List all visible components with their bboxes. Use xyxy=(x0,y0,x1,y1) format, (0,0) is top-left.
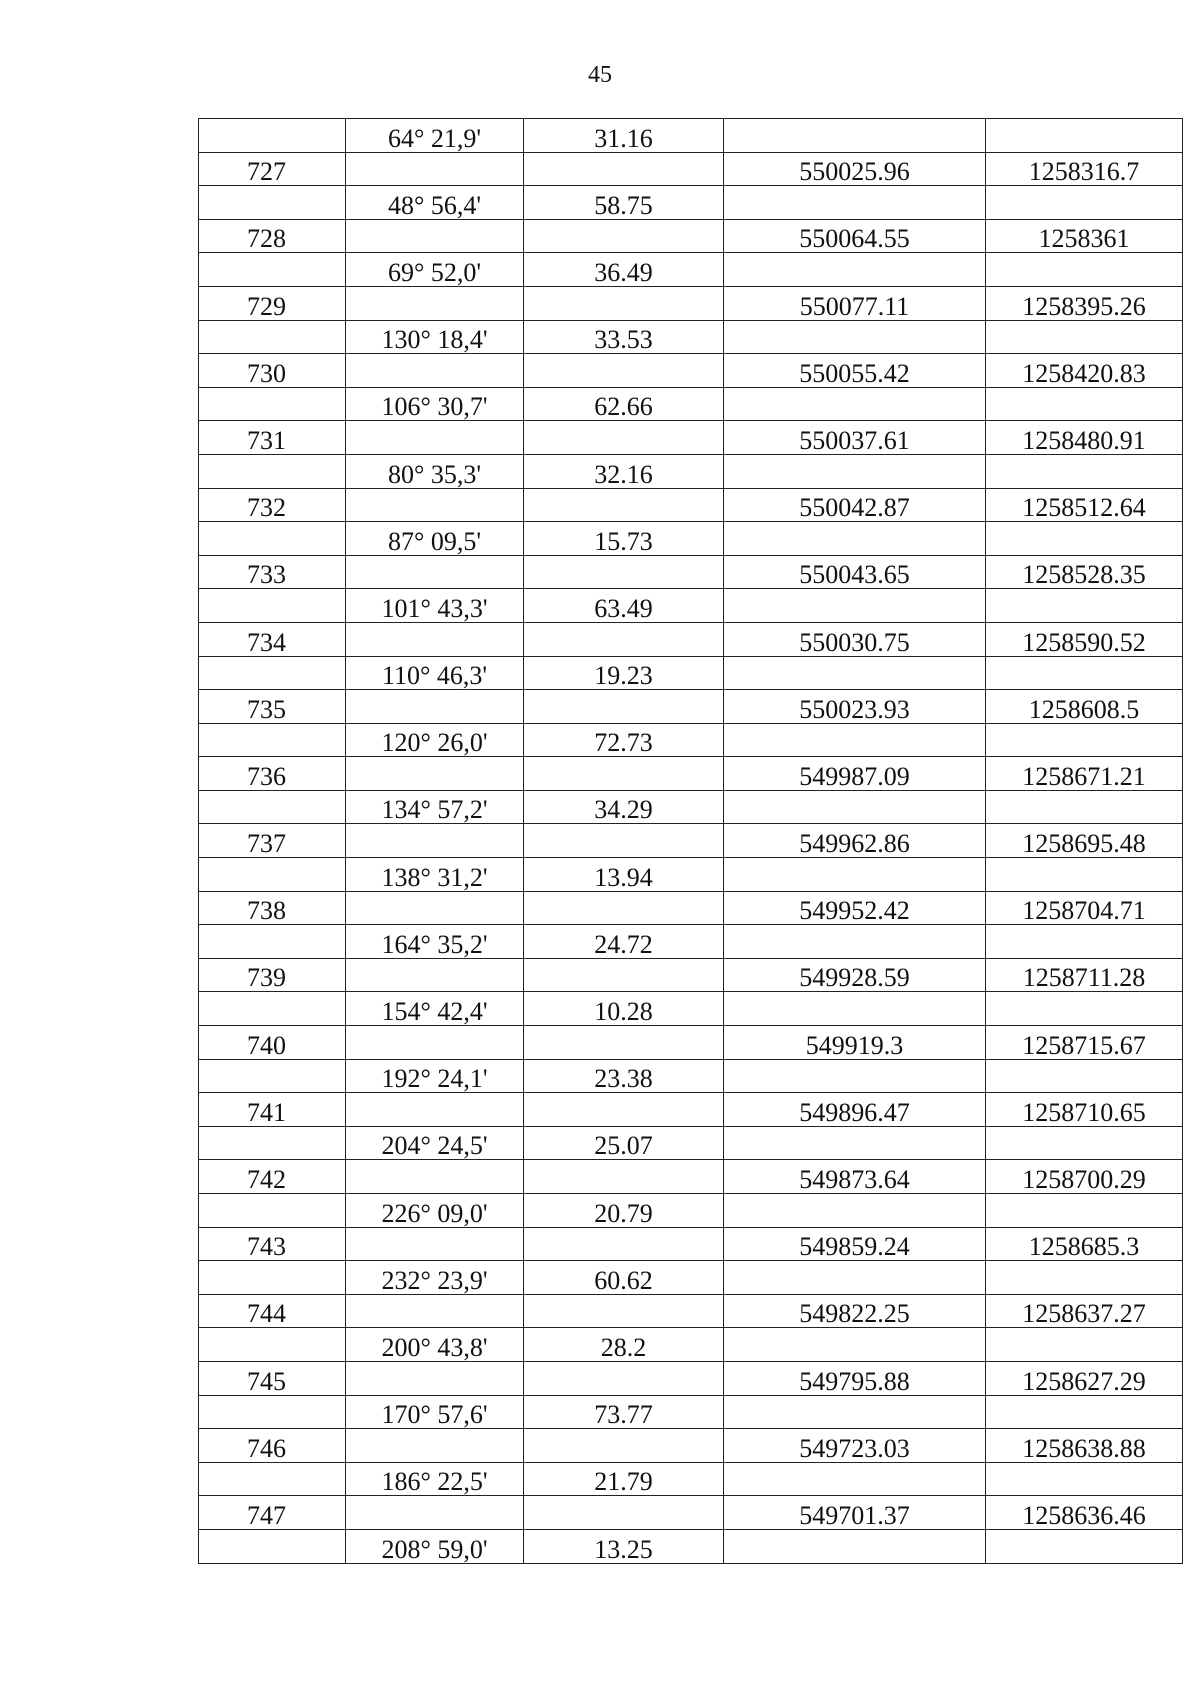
table-row xyxy=(199,723,1183,757)
point-number-cell: 728 xyxy=(199,219,346,253)
distance-cell xyxy=(524,1026,724,1060)
point-number-cell xyxy=(199,253,346,287)
point-number-cell: 730 xyxy=(199,354,346,388)
table-row xyxy=(199,488,1183,522)
x-coordinate-cell: 550023.93 xyxy=(724,690,986,724)
x-coordinate-cell xyxy=(724,387,986,421)
x-coordinate-cell: 549919.3 xyxy=(724,1026,986,1060)
table-row xyxy=(199,757,1183,791)
distance-cell xyxy=(524,690,724,724)
y-coordinate-cell: 1258695.48 xyxy=(986,824,1183,858)
table-row xyxy=(199,1328,1183,1362)
coordinates-table-body xyxy=(199,119,1183,1564)
distance-cell xyxy=(524,219,724,253)
direction-angle-cell xyxy=(346,488,524,522)
direction-angle-cell xyxy=(346,219,524,253)
point-number-cell xyxy=(199,1261,346,1295)
table-row xyxy=(199,1194,1183,1228)
page-number: 45 xyxy=(588,62,612,88)
direction-angle-cell: 106° 30,7' xyxy=(346,387,524,421)
distance-cell xyxy=(524,622,724,656)
x-coordinate-cell xyxy=(724,522,986,556)
x-coordinate-cell xyxy=(724,589,986,623)
distance-cell xyxy=(524,1361,724,1395)
x-coordinate-cell xyxy=(724,1059,986,1093)
table-row xyxy=(199,891,1183,925)
table-row xyxy=(199,1429,1183,1463)
point-number-cell: 729 xyxy=(199,286,346,320)
table-row xyxy=(199,1126,1183,1160)
table-row xyxy=(199,186,1183,220)
x-coordinate-cell: 549962.86 xyxy=(724,824,986,858)
point-number-cell xyxy=(199,522,346,556)
table-row xyxy=(199,1496,1183,1530)
point-number-cell xyxy=(199,925,346,959)
point-number-cell: 731 xyxy=(199,421,346,455)
x-coordinate-cell: 549701.37 xyxy=(724,1496,986,1530)
x-coordinate-cell xyxy=(724,790,986,824)
table-row xyxy=(199,219,1183,253)
direction-angle-cell xyxy=(346,1227,524,1261)
table-row xyxy=(199,1395,1183,1429)
table-row xyxy=(199,522,1183,556)
distance-cell: 62.66 xyxy=(524,387,724,421)
y-coordinate-cell: 1258636.46 xyxy=(986,1496,1183,1530)
point-number-cell: 737 xyxy=(199,824,346,858)
direction-angle-cell: 232° 23,9' xyxy=(346,1261,524,1295)
y-coordinate-cell xyxy=(986,1328,1183,1362)
distance-cell: 34.29 xyxy=(524,790,724,824)
x-coordinate-cell xyxy=(724,858,986,892)
x-coordinate-cell xyxy=(724,723,986,757)
y-coordinate-cell xyxy=(986,656,1183,690)
x-coordinate-cell: 549723.03 xyxy=(724,1429,986,1463)
table-row xyxy=(199,354,1183,388)
y-coordinate-cell xyxy=(986,723,1183,757)
direction-angle-cell xyxy=(346,1026,524,1060)
x-coordinate-cell xyxy=(724,1395,986,1429)
direction-angle-cell: 164° 35,2' xyxy=(346,925,524,959)
point-number-cell: 727 xyxy=(199,152,346,186)
table-row xyxy=(199,589,1183,623)
distance-cell xyxy=(524,152,724,186)
x-coordinate-cell xyxy=(724,1126,986,1160)
distance-cell xyxy=(524,555,724,589)
x-coordinate-cell xyxy=(724,1328,986,1362)
direction-angle-cell xyxy=(346,555,524,589)
distance-cell: 24.72 xyxy=(524,925,724,959)
direction-angle-cell: 80° 35,3' xyxy=(346,454,524,488)
x-coordinate-cell: 549859.24 xyxy=(724,1227,986,1261)
distance-cell xyxy=(524,824,724,858)
point-number-cell: 746 xyxy=(199,1429,346,1463)
y-coordinate-cell xyxy=(986,589,1183,623)
y-coordinate-cell: 1258637.27 xyxy=(986,1294,1183,1328)
distance-cell xyxy=(524,1227,724,1261)
distance-cell: 36.49 xyxy=(524,253,724,287)
table-row xyxy=(199,992,1183,1026)
point-number-cell xyxy=(199,992,346,1026)
x-coordinate-cell xyxy=(724,656,986,690)
direction-angle-cell: 138° 31,2' xyxy=(346,858,524,892)
y-coordinate-cell: 1258480.91 xyxy=(986,421,1183,455)
table-row xyxy=(199,1361,1183,1395)
table-row xyxy=(199,1294,1183,1328)
y-coordinate-cell: 1258671.21 xyxy=(986,757,1183,791)
direction-angle-cell: 170° 57,6' xyxy=(346,1395,524,1429)
x-coordinate-cell: 549952.42 xyxy=(724,891,986,925)
x-coordinate-cell: 550077.11 xyxy=(724,286,986,320)
distance-cell: 58.75 xyxy=(524,186,724,220)
table-row xyxy=(199,1261,1183,1295)
point-number-cell xyxy=(199,1194,346,1228)
x-coordinate-cell: 549795.88 xyxy=(724,1361,986,1395)
point-number-cell xyxy=(199,656,346,690)
y-coordinate-cell xyxy=(986,522,1183,556)
distance-cell: 63.49 xyxy=(524,589,724,623)
point-number-cell xyxy=(199,1126,346,1160)
direction-angle-cell: 130° 18,4' xyxy=(346,320,524,354)
y-coordinate-cell xyxy=(986,858,1183,892)
x-coordinate-cell xyxy=(724,1529,986,1563)
distance-cell: 28.2 xyxy=(524,1328,724,1362)
point-number-cell xyxy=(199,387,346,421)
distance-cell: 73.77 xyxy=(524,1395,724,1429)
x-coordinate-cell: 549987.09 xyxy=(724,757,986,791)
direction-angle-cell xyxy=(346,958,524,992)
x-coordinate-cell: 549873.64 xyxy=(724,1160,986,1194)
table-row xyxy=(199,1227,1183,1261)
point-number-cell: 739 xyxy=(199,958,346,992)
direction-angle-cell: 64° 21,9' xyxy=(346,119,524,153)
direction-angle-cell xyxy=(346,421,524,455)
point-number-cell: 742 xyxy=(199,1160,346,1194)
point-number-cell: 741 xyxy=(199,1093,346,1127)
table-row xyxy=(199,152,1183,186)
distance-cell xyxy=(524,488,724,522)
y-coordinate-cell xyxy=(986,1194,1183,1228)
point-number-cell xyxy=(199,790,346,824)
y-coordinate-cell xyxy=(986,387,1183,421)
direction-angle-cell xyxy=(346,690,524,724)
direction-angle-cell xyxy=(346,152,524,186)
point-number-cell: 744 xyxy=(199,1294,346,1328)
y-coordinate-cell: 1258638.88 xyxy=(986,1429,1183,1463)
x-coordinate-cell xyxy=(724,186,986,220)
point-number-cell xyxy=(199,1462,346,1496)
distance-cell xyxy=(524,286,724,320)
x-coordinate-cell: 549896.47 xyxy=(724,1093,986,1127)
table-row xyxy=(199,454,1183,488)
table-row xyxy=(199,1462,1183,1496)
distance-cell xyxy=(524,1496,724,1530)
table-row xyxy=(199,119,1183,153)
distance-cell xyxy=(524,891,724,925)
point-number-cell xyxy=(199,1328,346,1362)
distance-cell xyxy=(524,958,724,992)
direction-angle-cell xyxy=(346,891,524,925)
table-row xyxy=(199,253,1183,287)
point-number-cell: 740 xyxy=(199,1026,346,1060)
table-row xyxy=(199,286,1183,320)
direction-angle-cell xyxy=(346,354,524,388)
direction-angle-cell xyxy=(346,1160,524,1194)
point-number-cell: 732 xyxy=(199,488,346,522)
x-coordinate-cell: 550037.61 xyxy=(724,421,986,455)
table-row xyxy=(199,320,1183,354)
x-coordinate-cell xyxy=(724,1261,986,1295)
y-coordinate-cell: 1258361 xyxy=(986,219,1183,253)
table-row xyxy=(199,1059,1183,1093)
direction-angle-cell xyxy=(346,757,524,791)
y-coordinate-cell xyxy=(986,454,1183,488)
distance-cell: 19.23 xyxy=(524,656,724,690)
distance-cell: 60.62 xyxy=(524,1261,724,1295)
point-number-cell: 735 xyxy=(199,690,346,724)
y-coordinate-cell: 1258316.7 xyxy=(986,152,1183,186)
x-coordinate-cell: 550043.65 xyxy=(724,555,986,589)
x-coordinate-cell: 550064.55 xyxy=(724,219,986,253)
table-row xyxy=(199,555,1183,589)
distance-cell xyxy=(524,421,724,455)
table-row xyxy=(199,790,1183,824)
direction-angle-cell: 134° 57,2' xyxy=(346,790,524,824)
distance-cell: 21.79 xyxy=(524,1462,724,1496)
direction-angle-cell xyxy=(346,1093,524,1127)
x-coordinate-cell: 549928.59 xyxy=(724,958,986,992)
distance-cell xyxy=(524,1160,724,1194)
distance-cell: 20.79 xyxy=(524,1194,724,1228)
table-row xyxy=(199,958,1183,992)
direction-angle-cell: 186° 22,5' xyxy=(346,1462,524,1496)
point-number-cell xyxy=(199,589,346,623)
direction-angle-cell xyxy=(346,1429,524,1463)
point-number-cell xyxy=(199,858,346,892)
y-coordinate-cell: 1258715.67 xyxy=(986,1026,1183,1060)
direction-angle-cell: 204° 24,5' xyxy=(346,1126,524,1160)
direction-angle-cell xyxy=(346,286,524,320)
direction-angle-cell: 200° 43,8' xyxy=(346,1328,524,1362)
distance-cell: 23.38 xyxy=(524,1059,724,1093)
y-coordinate-cell: 1258711.28 xyxy=(986,958,1183,992)
point-number-cell: 733 xyxy=(199,555,346,589)
direction-angle-cell: 154° 42,4' xyxy=(346,992,524,1026)
y-coordinate-cell xyxy=(986,1261,1183,1295)
direction-angle-cell xyxy=(346,824,524,858)
direction-angle-cell: 208° 59,0' xyxy=(346,1529,524,1563)
point-number-cell xyxy=(199,1059,346,1093)
y-coordinate-cell xyxy=(986,1529,1183,1563)
point-number-cell: 743 xyxy=(199,1227,346,1261)
x-coordinate-cell: 549822.25 xyxy=(724,1294,986,1328)
distance-cell: 33.53 xyxy=(524,320,724,354)
direction-angle-cell xyxy=(346,1361,524,1395)
y-coordinate-cell xyxy=(986,320,1183,354)
table-row xyxy=(199,622,1183,656)
distance-cell: 32.16 xyxy=(524,454,724,488)
direction-angle-cell: 101° 43,3' xyxy=(346,589,524,623)
y-coordinate-cell xyxy=(986,253,1183,287)
distance-cell xyxy=(524,1294,724,1328)
x-coordinate-cell xyxy=(724,925,986,959)
y-coordinate-cell xyxy=(986,925,1183,959)
table-row xyxy=(199,656,1183,690)
x-coordinate-cell xyxy=(724,119,986,153)
direction-angle-cell: 226° 09,0' xyxy=(346,1194,524,1228)
direction-angle-cell xyxy=(346,622,524,656)
direction-angle-cell: 48° 56,4' xyxy=(346,186,524,220)
distance-cell xyxy=(524,1093,724,1127)
y-coordinate-cell: 1258420.83 xyxy=(986,354,1183,388)
x-coordinate-cell xyxy=(724,1462,986,1496)
y-coordinate-cell: 1258528.35 xyxy=(986,555,1183,589)
y-coordinate-cell xyxy=(986,119,1183,153)
y-coordinate-cell: 1258704.71 xyxy=(986,891,1183,925)
y-coordinate-cell: 1258395.26 xyxy=(986,286,1183,320)
distance-cell: 31.16 xyxy=(524,119,724,153)
table-row xyxy=(199,1160,1183,1194)
x-coordinate-cell xyxy=(724,1194,986,1228)
table-row xyxy=(199,1093,1183,1127)
point-number-cell xyxy=(199,1395,346,1429)
x-coordinate-cell: 550055.42 xyxy=(724,354,986,388)
x-coordinate-cell xyxy=(724,253,986,287)
y-coordinate-cell xyxy=(986,992,1183,1026)
distance-cell: 13.25 xyxy=(524,1529,724,1563)
direction-angle-cell: 69° 52,0' xyxy=(346,253,524,287)
x-coordinate-cell xyxy=(724,992,986,1026)
point-number-cell xyxy=(199,454,346,488)
y-coordinate-cell xyxy=(986,790,1183,824)
direction-angle-cell: 110° 46,3' xyxy=(346,656,524,690)
y-coordinate-cell: 1258512.64 xyxy=(986,488,1183,522)
direction-angle-cell xyxy=(346,1294,524,1328)
y-coordinate-cell: 1258627.29 xyxy=(986,1361,1183,1395)
y-coordinate-cell: 1258710.65 xyxy=(986,1093,1183,1127)
y-coordinate-cell: 1258608.5 xyxy=(986,690,1183,724)
y-coordinate-cell xyxy=(986,1395,1183,1429)
table-row xyxy=(199,1529,1183,1563)
y-coordinate-cell xyxy=(986,1059,1183,1093)
direction-angle-cell: 120° 26,0' xyxy=(346,723,524,757)
distance-cell: 25.07 xyxy=(524,1126,724,1160)
x-coordinate-cell: 550030.75 xyxy=(724,622,986,656)
x-coordinate-cell: 550042.87 xyxy=(724,488,986,522)
table-row xyxy=(199,690,1183,724)
point-number-cell xyxy=(199,723,346,757)
y-coordinate-cell: 1258590.52 xyxy=(986,622,1183,656)
point-number-cell xyxy=(199,186,346,220)
point-number-cell: 747 xyxy=(199,1496,346,1530)
distance-cell: 72.73 xyxy=(524,723,724,757)
distance-cell xyxy=(524,757,724,791)
y-coordinate-cell: 1258685.3 xyxy=(986,1227,1183,1261)
point-number-cell xyxy=(199,119,346,153)
y-coordinate-cell xyxy=(986,1462,1183,1496)
y-coordinate-cell xyxy=(986,1126,1183,1160)
point-number-cell xyxy=(199,320,346,354)
point-number-cell: 736 xyxy=(199,757,346,791)
point-number-cell: 745 xyxy=(199,1361,346,1395)
direction-angle-cell: 87° 09,5' xyxy=(346,522,524,556)
table-row xyxy=(199,1026,1183,1060)
point-number-cell: 738 xyxy=(199,891,346,925)
distance-cell: 10.28 xyxy=(524,992,724,1026)
coordinates-table xyxy=(198,118,1183,1564)
direction-angle-cell: 192° 24,1' xyxy=(346,1059,524,1093)
table-row xyxy=(199,387,1183,421)
x-coordinate-cell xyxy=(724,454,986,488)
table-row xyxy=(199,824,1183,858)
x-coordinate-cell xyxy=(724,320,986,354)
distance-cell: 15.73 xyxy=(524,522,724,556)
table-row xyxy=(199,421,1183,455)
x-coordinate-cell: 550025.96 xyxy=(724,152,986,186)
point-number-cell: 734 xyxy=(199,622,346,656)
distance-cell: 13.94 xyxy=(524,858,724,892)
table-row xyxy=(199,925,1183,959)
y-coordinate-cell: 1258700.29 xyxy=(986,1160,1183,1194)
table-row xyxy=(199,858,1183,892)
distance-cell xyxy=(524,1429,724,1463)
direction-angle-cell xyxy=(346,1496,524,1530)
point-number-cell xyxy=(199,1529,346,1563)
y-coordinate-cell xyxy=(986,186,1183,220)
distance-cell xyxy=(524,354,724,388)
